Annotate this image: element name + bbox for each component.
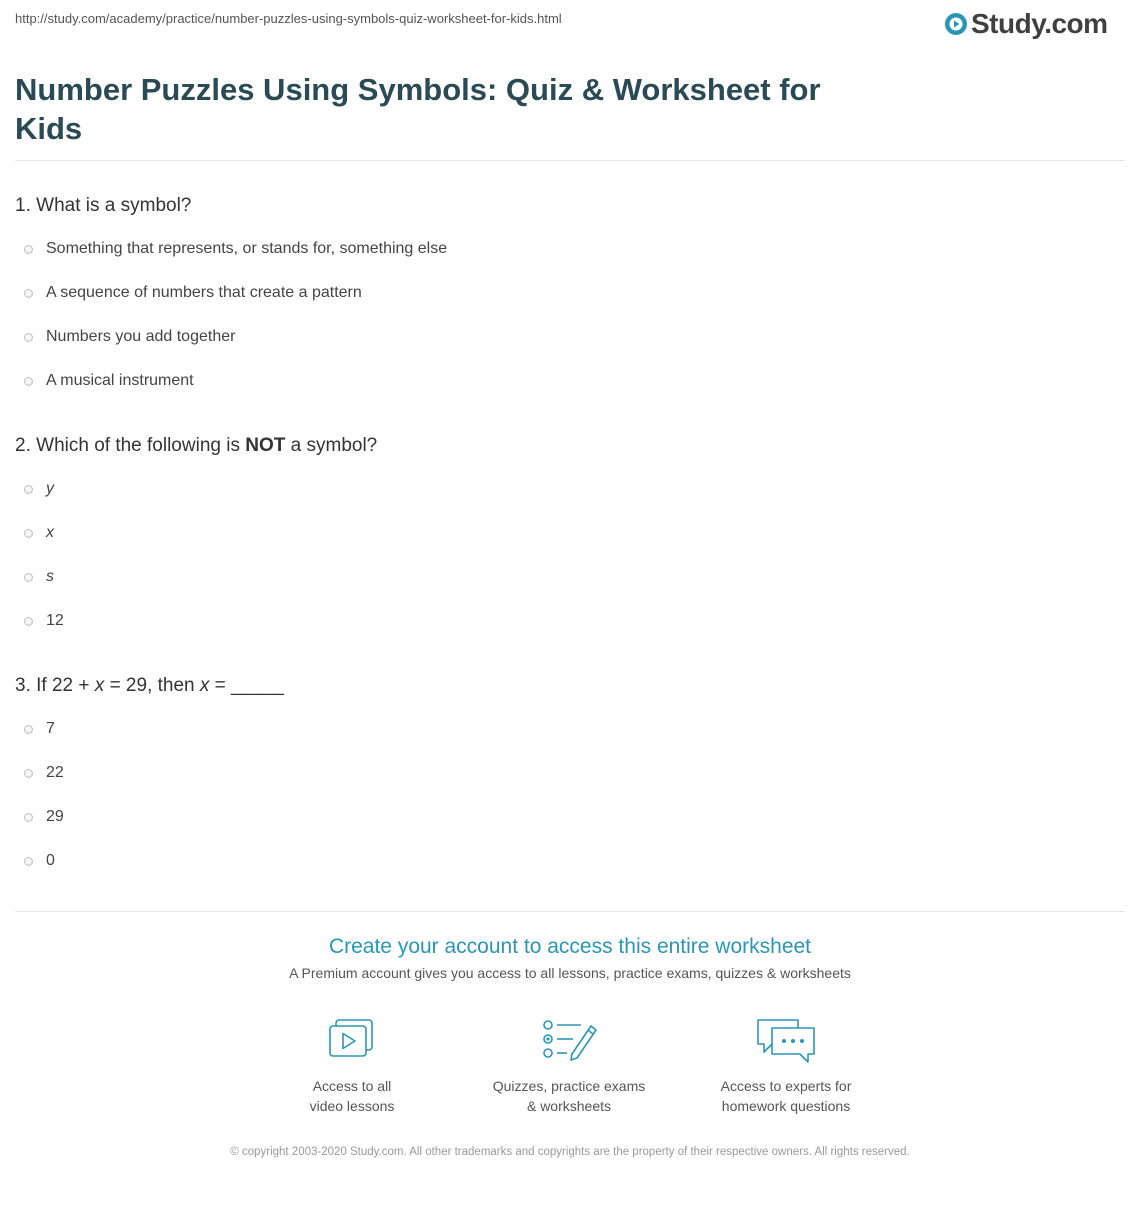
radio-button[interactable]: [24, 573, 33, 582]
create-account-link[interactable]: Create your account to access this entire worksheet: [328, 935, 812, 958]
question-3-title: 3. If 22 + x = 29, then x = _____: [15, 675, 284, 696]
question-1-title: 1. What is a symbol?: [15, 195, 192, 216]
feature-quizzes: [479, 1016, 659, 1116]
radio-button[interactable]: [24, 857, 33, 866]
question-2-option-4[interactable]: [24, 611, 64, 631]
option-label: 0: [46, 852, 55, 869]
question-1-option-4[interactable]: [24, 371, 194, 391]
option-label: Numbers you add together: [46, 328, 236, 345]
radio-button[interactable]: [24, 725, 33, 734]
radio-button[interactable]: [24, 769, 33, 778]
copyright-footer: © copyright 2003-2020 Study.com. All other trademarks and copyrights are the property of their respective owners. All rights reserved.: [230, 1146, 910, 1158]
promo-subtitle: A Premium account gives you access to all lessons, practice exams, quizzes & worksheets: [289, 965, 851, 981]
radio-button[interactable]: [24, 245, 33, 254]
option-label: 7: [46, 720, 55, 737]
radio-button[interactable]: [24, 813, 33, 822]
question-1-option-1[interactable]: [24, 239, 447, 259]
radio-button[interactable]: [24, 617, 33, 626]
study-logo[interactable]: [944, 7, 1108, 41]
option-label: 12: [46, 612, 64, 629]
feature-video-lessons: [262, 1016, 442, 1116]
radio-button[interactable]: [24, 377, 33, 386]
option-label: s: [46, 568, 54, 585]
option-label: A musical instrument: [46, 372, 194, 389]
question-3-option-1[interactable]: [24, 719, 55, 739]
option-label: y: [46, 480, 54, 497]
feature-label: Access to experts for homework questions: [720, 1078, 852, 1114]
feature-experts: [696, 1016, 876, 1116]
option-label: A sequence of numbers that create a pattern: [46, 284, 362, 301]
option-label: 22: [46, 764, 64, 781]
title-divider: [15, 160, 1125, 161]
question-2-option-1[interactable]: [24, 479, 54, 499]
page-url: http://study.com/academy/practice/number-puzzles-using-symbols-quiz-worksheet-for-kids.html: [15, 11, 562, 26]
page-title: Number Puzzles Using Symbols: Quiz & Worksheet for Kids: [15, 72, 821, 146]
question-1-option-2[interactable]: [24, 283, 362, 303]
option-label: 29: [46, 808, 64, 825]
video-lessons-icon: [324, 1016, 380, 1064]
option-label: x: [46, 524, 54, 541]
question-3-option-2[interactable]: [24, 763, 64, 783]
chat-bubbles-icon: [754, 1016, 818, 1064]
feature-label: Access to all video lessons: [309, 1078, 395, 1114]
radio-button[interactable]: [24, 289, 33, 298]
logo-text: Study.com: [971, 8, 1108, 39]
question-3-option-3[interactable]: [24, 807, 64, 827]
option-label: Something that represents, or stands for, something else: [46, 240, 448, 257]
radio-button[interactable]: [24, 529, 33, 538]
feature-label: Quizzes, practice exams & worksheets: [492, 1078, 646, 1114]
play-circle-icon: [944, 12, 968, 36]
radio-button[interactable]: [24, 485, 33, 494]
question-2-option-2[interactable]: [24, 523, 54, 543]
question-1-option-3[interactable]: [24, 327, 235, 347]
question-2-title: 2. Which of the following is NOT a symbol?: [15, 435, 378, 456]
questions-divider: [15, 911, 1125, 912]
radio-button[interactable]: [24, 333, 33, 342]
quiz-checklist-icon: [539, 1016, 599, 1064]
question-3-option-4[interactable]: [24, 851, 55, 871]
question-2-option-3[interactable]: [24, 567, 54, 587]
